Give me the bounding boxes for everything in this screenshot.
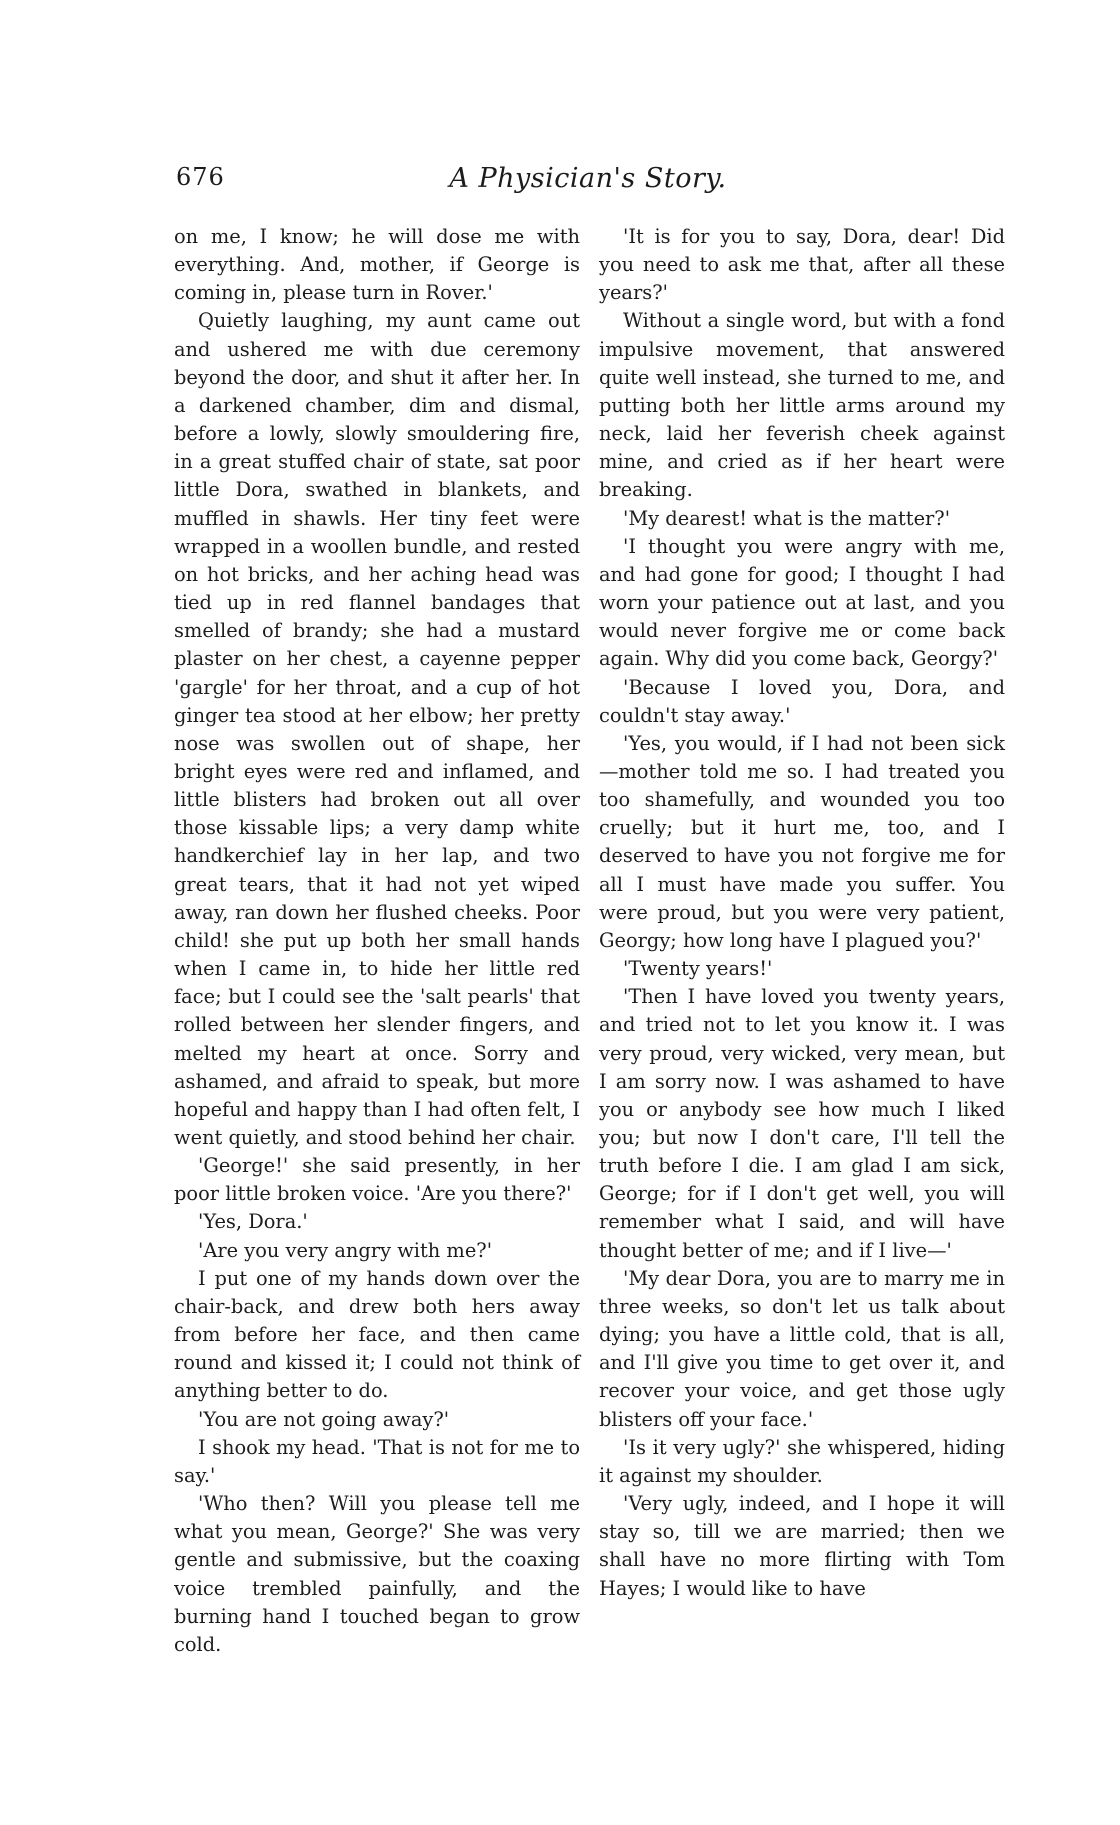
paragraph: 'Yes, Dora.' [198,1210,308,1234]
paragraph: 'It is for you to say, Dora, dear! Did you need to ask me that, after all these years?' [599,225,1005,305]
page-header [176,163,1000,207]
paragraph: I put one of my hands down over the chair-back, and drew both hers away from before her face, and then came round and kissed it; I could not think of anything better to do. [174,1266,580,1403]
paragraph: 'George!' she said presently, in her poor little broken voice. 'Are you there?' [174,1154,580,1206]
paragraph: Quietly laughing, my aunt came out and ushered me with due ceremony beyond the door, and shut it after her. In a darkened chamber, dim and dismal, before a lowly, slowly smouldering fire, in a great stuffed chair of state, sat poor little Dora, swathed in blankets, and muffled in shawls. Her tiny feet were wrapped in a woollen bundle, and rested on hot bricks, and her aching head was tied up in red flannel bandages that smelled of brandy; she had a mustard plaster on her chest, a cayenne pepper 'gargle' for her throat, and a cup of hot ginger tea stood at her elbow; her pretty nose was swollen out of shape, her bright eyes were red and inflamed, and little blisters had broken out all over those kissable lips; a very damp white handkerchief lay in her lap, and two great tears, that it had not yet wiped away, ran down her flushed cheeks. Poor child! she put up both her small hands when I came in, to hide her little red face; but I could see the 'salt pearls' that rolled between her slender fingers, and melted my heart at once. Sorry and ashamed, and afraid to speak, but more hopeful and happy than I had often felt, I went quietly, and stood behind her chair. [174,309,580,1149]
paragraph: I shook my head. 'That is not for me to say.' [174,1435,580,1487]
paragraph: 'My dear Dora, you are to marry me in three weeks, so don't let us talk about dying; you have a little cold, that is all, and I'll give you time to get over it, and recover your voice, and get those ugly blisters off your face.' [599,1266,1005,1431]
running-title: A Physician's Story. [449,163,727,194]
paragraph: Without a single word, but with a fond impulsive movement, that answered quite well instead, she turned to me, and putting both her little arms around my neck, laid her feverish cheek against mine, and cried as if her heart were breaking. [599,309,1005,502]
paragraph: 'Twenty years!' [623,957,773,981]
paragraph: 'Because I loved you, Dora, and couldn't stay away.' [599,675,1005,727]
paragraph: 'Who then? Will you please tell me what you mean, George?' She was very gentle and submissive, but the coaxing voice trembled painfully, and the burning hand I touched began to grow cold. [174,1492,580,1656]
paragraph: 'Very ugly, indeed, and I hope it will stay so, till we are married; then we shall have no more flirting with Tom Hayes; I would like to have [599,1492,1005,1600]
paragraph: 'Then I have loved you twenty years, and tried not to let you know it. I was very proud, very wicked, very mean, but I am sorry now. I was ashamed to have you or anybody see how much I liked you; but now I don't care, I'll tell the truth before I die. I am glad I am sick, George; for if I don't get well, you will remember what I said, and will have thought better of me; and if I live—' [599,985,1005,1262]
paragraph: 'I thought you were angry with me, and had gone for good; I thought I had worn your patience out at last, and you would never forgive me or come back again. Why did you come back, Georgy?' [599,534,1005,671]
paragraph: on me, I know; he will dose me with everything. And, mother, if George is coming in, please turn in Rover.' [174,225,580,305]
right-column [599,223,1005,1603]
paragraph: 'Is it very ugly?' she whispered, hiding it against my shoulder. [599,1435,1005,1487]
left-column [174,223,580,1659]
paragraph: 'My dearest! what is the matter?' [623,506,951,530]
paragraph: 'You are not going away?' [198,1407,450,1431]
paragraph: 'Yes, you would, if I had not been sick—mother told me so. I had treated you too shamefully, and wounded you too cruelly; but it hurt me, too, and I deserved to have you not forgive me for all I must have made you suffer. You were proud, but you were very patient, Georgy; how long have I plagued you?' [599,731,1005,952]
paragraph: 'Are you very angry with me?' [198,1238,493,1262]
page-number: 676 [176,163,225,191]
